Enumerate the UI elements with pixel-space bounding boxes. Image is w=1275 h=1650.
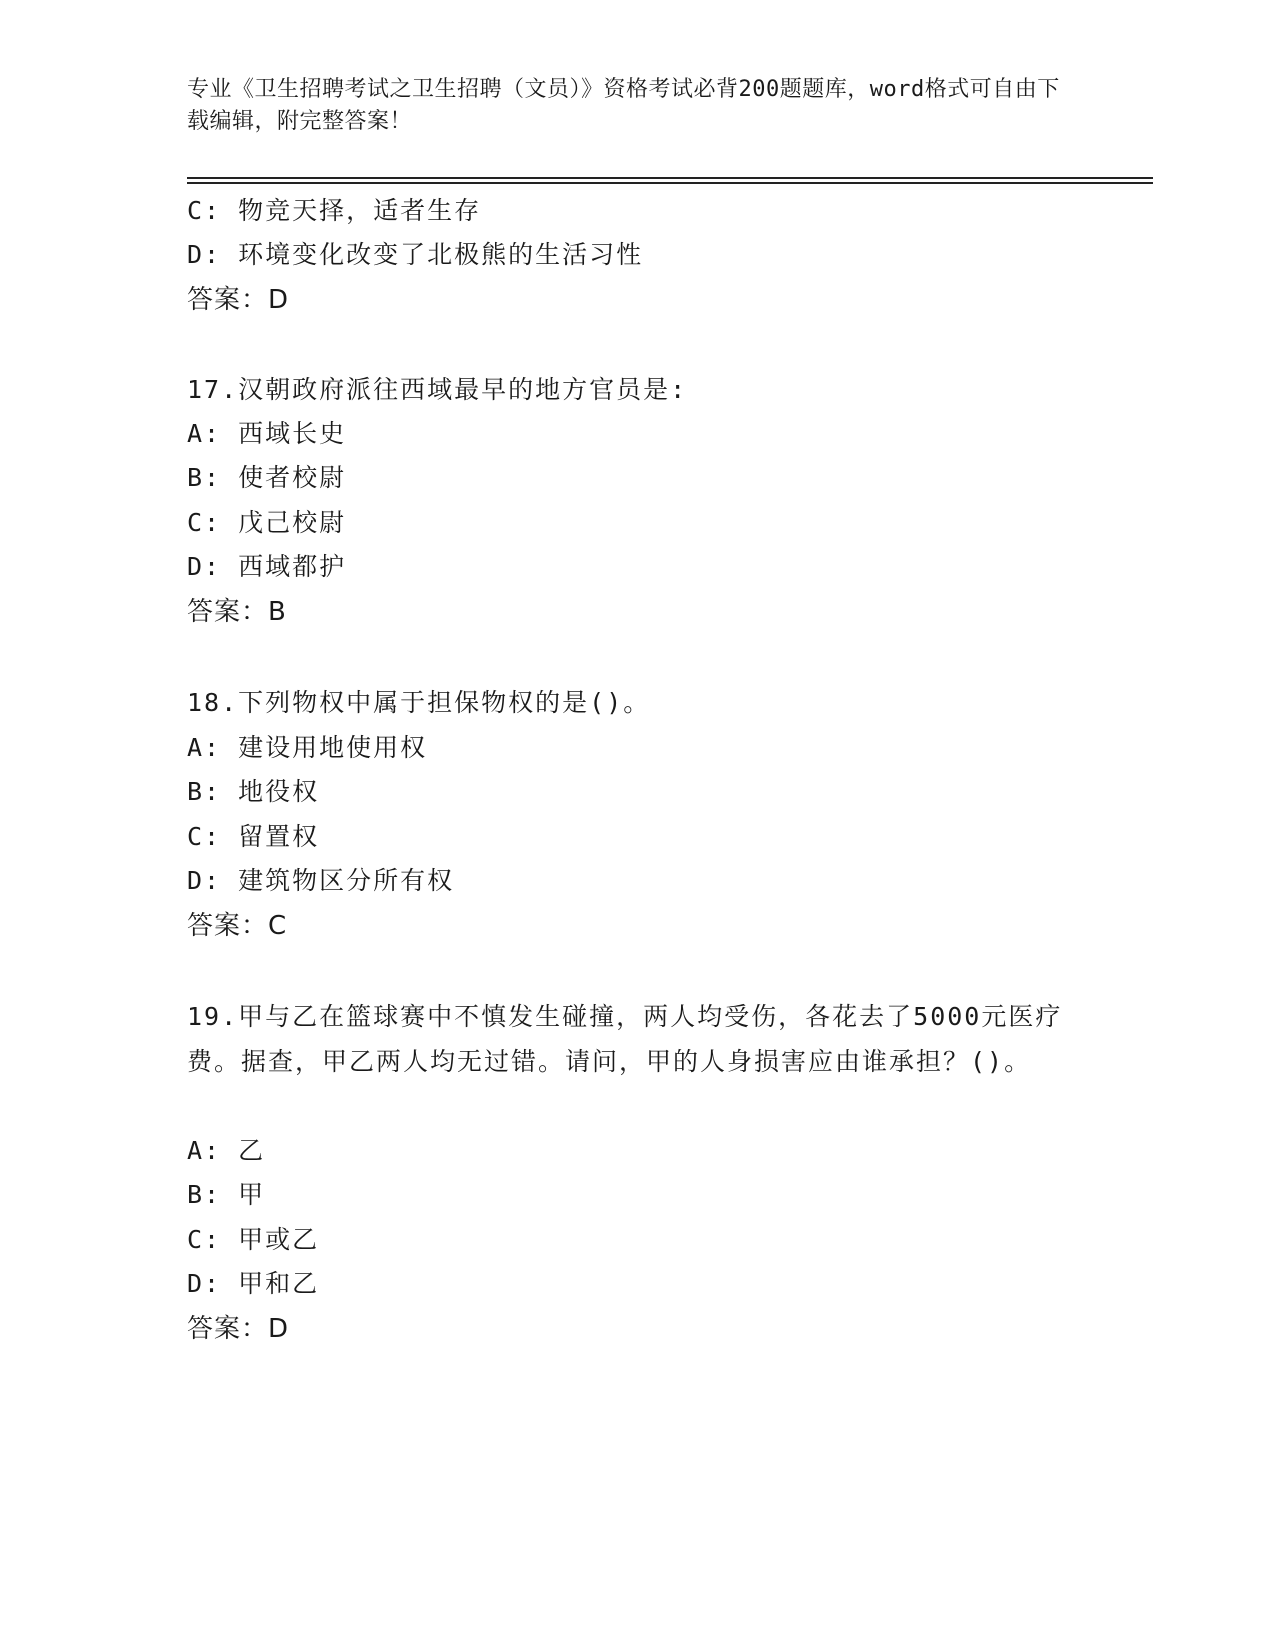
q18-question: 18.下列物权中属于担保物权的是()。 (187, 688, 651, 717)
q17-question: 17.汉朝政府派往西域最早的地方官员是: (187, 375, 688, 404)
q19-option-a: A: 乙 (187, 1136, 266, 1165)
q17-option-c: C: 戊己校尉 (187, 508, 347, 537)
header-divider-top (187, 177, 1153, 179)
q16-option-d: D: 环境变化改变了北极熊的生活习性 (187, 240, 644, 269)
q16-option-c: C: 物竞天择，适者生存 (187, 196, 482, 225)
q17-option-b: B: 使者校尉 (187, 463, 347, 492)
q19-answer: 答案：D (187, 1314, 290, 1344)
q19-option-c: C: 甲或乙 (187, 1225, 320, 1254)
q16-answer: 答案：D (187, 285, 290, 315)
q18-option-a: A: 建设用地使用权 (187, 733, 428, 762)
q18-answer: 答案：C (187, 911, 288, 941)
document-header: 专业《卫生招聘考试之卫生招聘（文员）》资格考试必背200题题库，word格式可自由下载编辑，附完整答案！ (187, 77, 1060, 134)
q18-option-b: B: 地役权 (187, 777, 320, 806)
q17-option-a: A: 西域长史 (187, 419, 347, 448)
q19-question: 19.甲与乙在篮球赛中不慎发生碰撞，两人均受伤，各花去了5000元医疗费。据查，甲乙两人均无过错。请问，甲的人身损害应由谁承担？()。 (187, 1002, 1063, 1076)
q19-option-b: B: 甲 (187, 1180, 266, 1209)
q17-answer: 答案：B (187, 597, 287, 627)
q19-option-d: D: 甲和乙 (187, 1269, 320, 1298)
q17-option-d: D: 西域都护 (187, 552, 347, 581)
q18-option-d: D: 建筑物区分所有权 (187, 866, 455, 895)
q18-option-c: C: 留置权 (187, 822, 320, 851)
header-divider-bottom (187, 182, 1153, 184)
